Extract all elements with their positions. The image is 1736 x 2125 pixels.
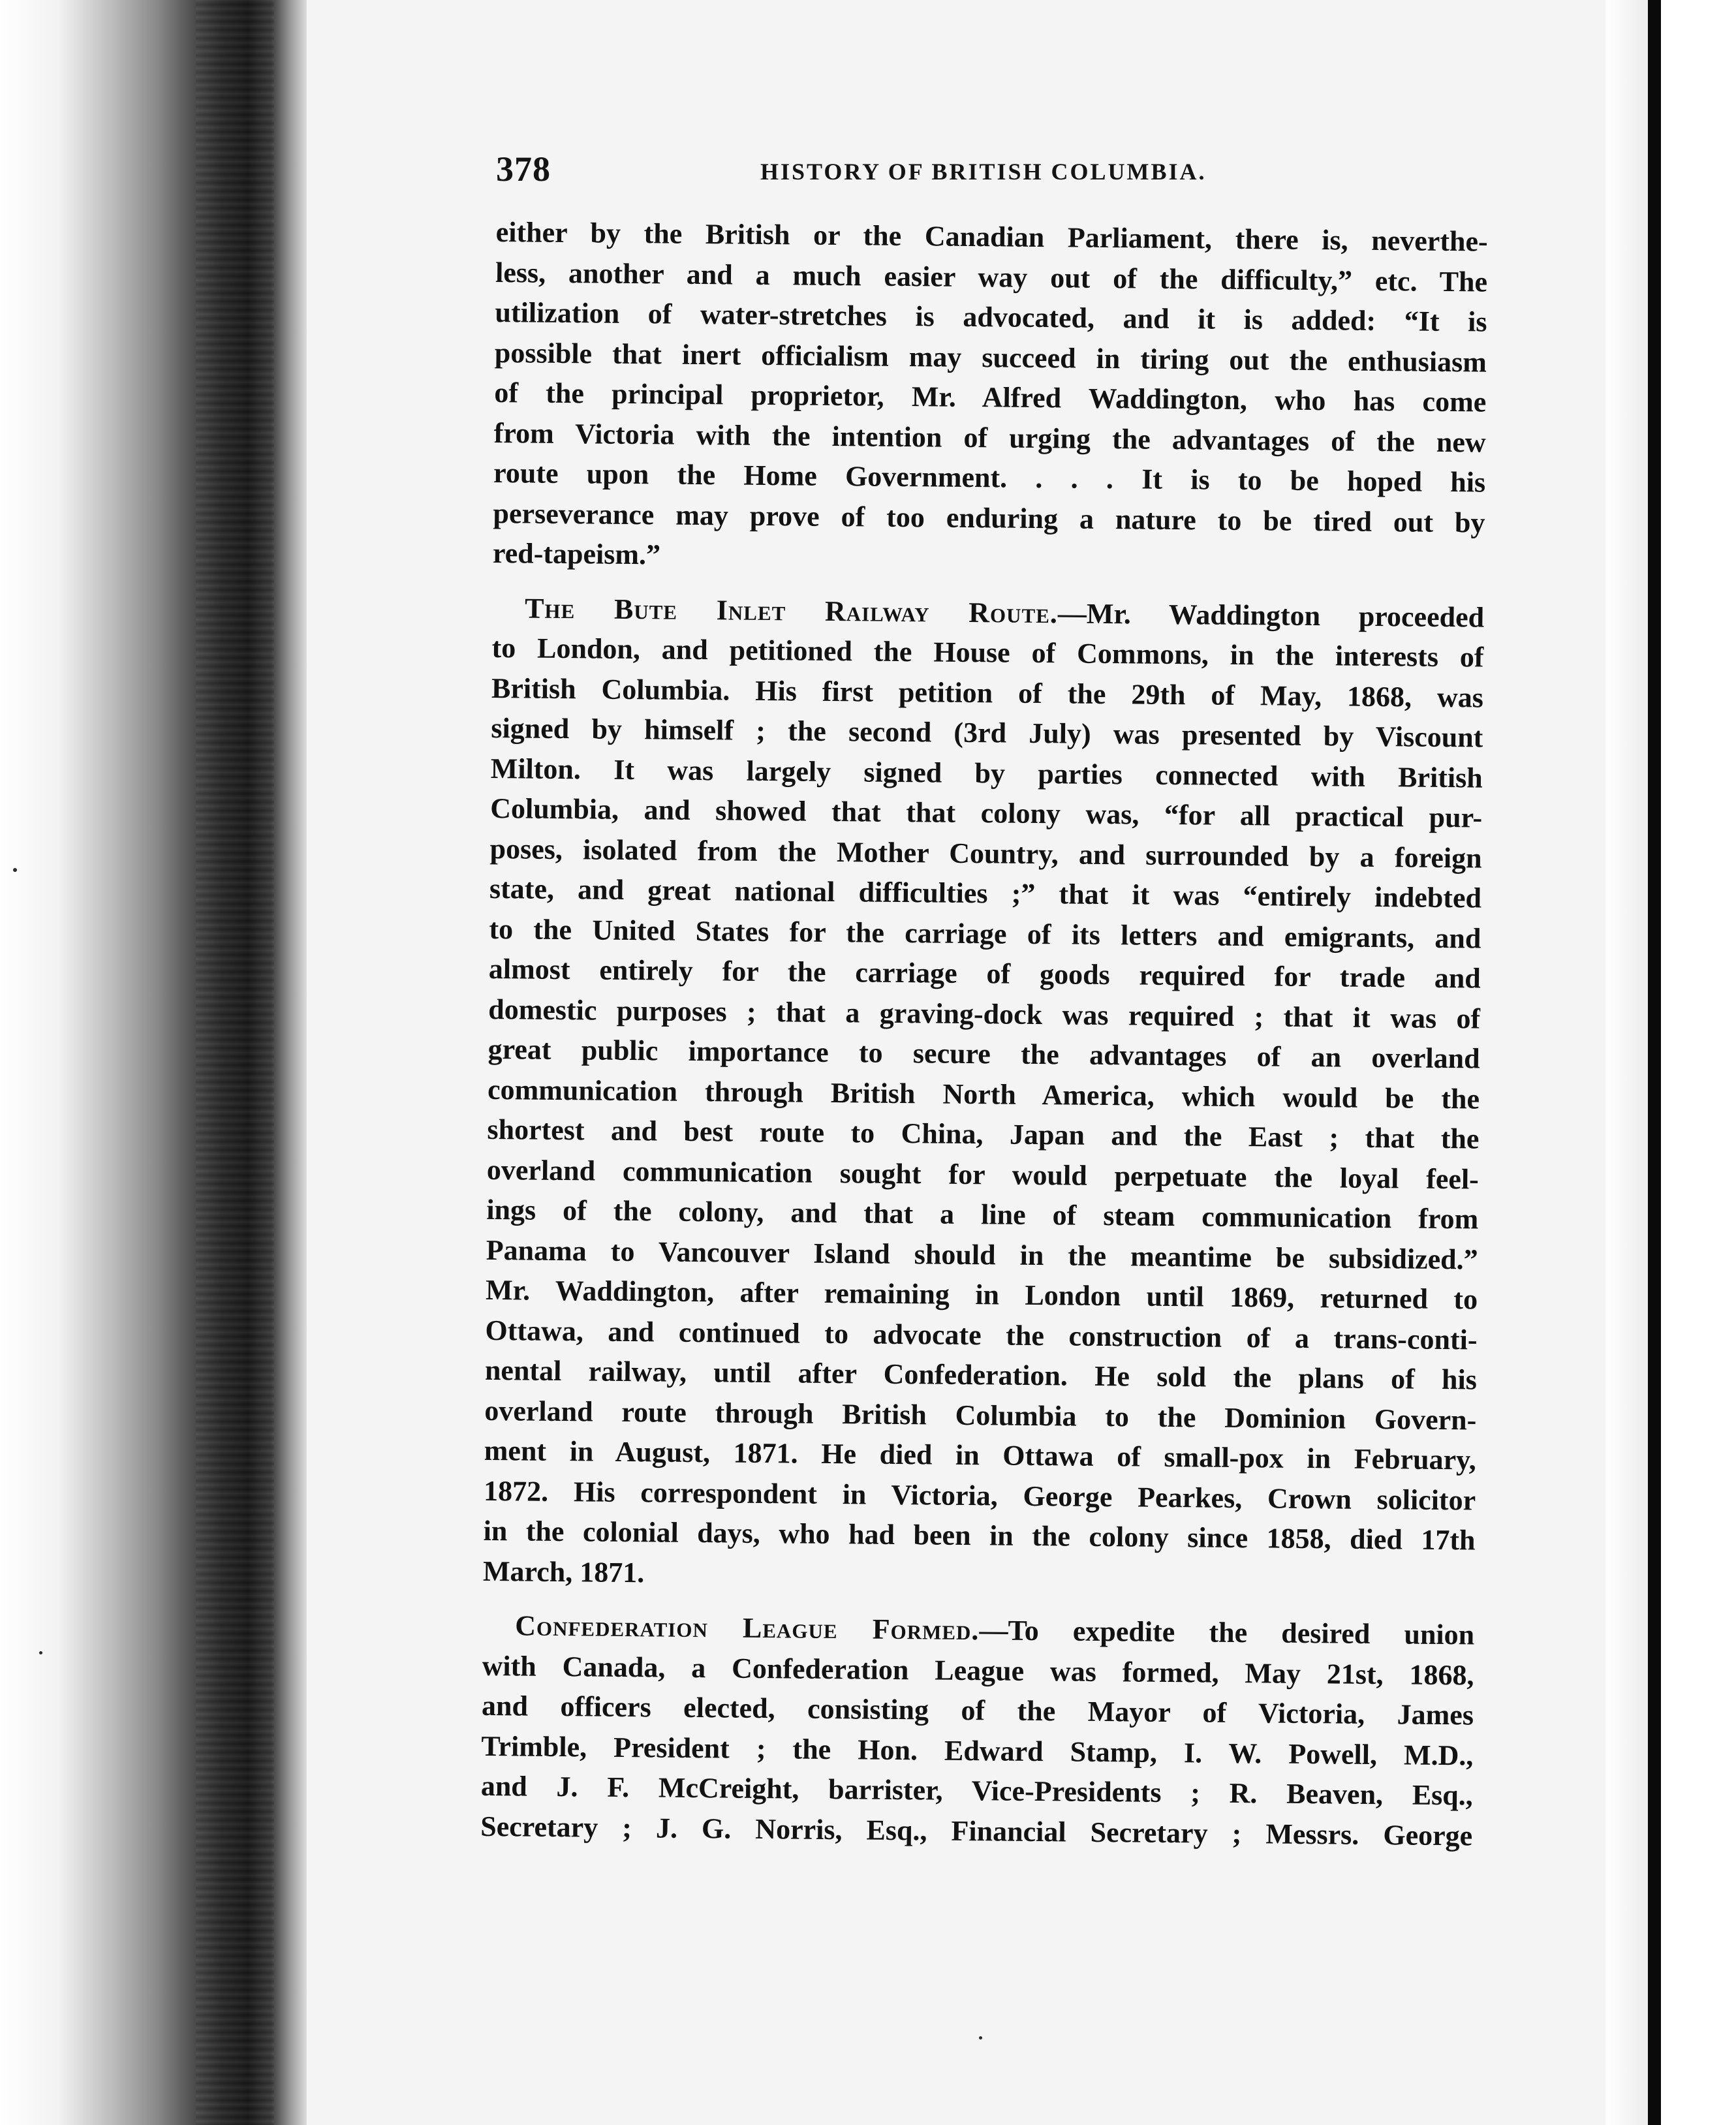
text-line: state, and great national difficulties ;” that it was “entirely indebted <box>489 872 1482 914</box>
text-line: Mr. Waddington, after remaining in London until 1869, returned to <box>485 1273 1478 1316</box>
text-line: ings of the colony, and that a line of steam communication from <box>486 1193 1479 1235</box>
text-line: Ottawa, and continued to advocate the construction of a trans-conti- <box>485 1314 1478 1356</box>
text-line: possible that inert officialism may succeed in tiring out the enthusiasm <box>494 336 1487 379</box>
scan-speck <box>39 1651 42 1654</box>
text-line: perseverance may prove of too enduring a nature to be tired out by <box>493 497 1485 539</box>
text-line: utilization of water-stretches is advocated, and it is added: “It is <box>495 296 1487 338</box>
text-line: poses, isolated from the Mother Country, and surrounded by a foreign <box>489 832 1482 875</box>
text-line: from Victoria with the intention of urging the advantages of the new <box>493 416 1486 459</box>
text-line: to the United States for the carriage of its letters and emigrants, and <box>489 912 1481 955</box>
text-run: —Mr. Waddington proceeded <box>1057 597 1485 634</box>
text-run: —To expedite the desired union <box>979 1614 1475 1651</box>
text-line: Secretary ; J. G. Norris, Esq., Financial Secretary ; Messrs. George <box>480 1810 1473 1852</box>
running-title: HISTORY OF BRITISH COLUMBIA. <box>760 159 1207 185</box>
section-heading-bute-inlet: The Bute Inlet Railway Route. <box>524 591 1059 629</box>
text-line: Trimble, President ; the Hon. Edward Stamp, I. W. Powell, M.D., <box>481 1729 1474 1771</box>
text-line: Milton. It was largely signed by parties connected with British <box>490 752 1483 794</box>
text-line: British Columbia. His first petition of the 29th of May, 1868, was <box>491 672 1484 714</box>
text-line: and J. F. McCreight, barrister, Vice-Presidents ; R. Beaven, Esq., <box>480 1769 1474 1812</box>
text-line: route upon the Home Government. . . . It is to be hoped his <box>493 456 1486 499</box>
text-line: signed by himself ; the second (3rd July) was presented by Viscount <box>491 711 1483 754</box>
page-edge-shadow <box>1605 0 1648 2125</box>
text-line: less, another and a much easier way out of the difficulty,” etc. The <box>495 256 1488 298</box>
running-header <box>496 149 1247 201</box>
section-heading-confederation-league: Confederation League Formed. <box>514 1609 980 1647</box>
scan-speck <box>979 2036 982 2040</box>
text-line: ment in August, 1871. He died in Ottawa of small-pox in February, <box>484 1434 1476 1476</box>
binding-texture <box>196 0 274 2125</box>
text-line: overland communication sought for would perpetuate the loyal feel- <box>486 1153 1480 1196</box>
right-page-edge <box>1648 0 1661 2125</box>
text-line: almost entirely for the carriage of goods required for trade and <box>488 952 1481 995</box>
text-line: red-tapeism.” <box>492 536 661 571</box>
text-line: to London, and petitioned the House of Commons, in the interests of <box>491 631 1484 674</box>
text-line: communication through British North America, which would be the <box>487 1073 1480 1115</box>
text-line: March, 1871. <box>482 1555 645 1589</box>
text-line: with Canada, a Confederation League was formed, May 21st, 1868, <box>482 1649 1474 1691</box>
text-line: Panama to Vancouver Island should in the meantime be subsidized.” <box>486 1233 1478 1276</box>
text-line: in the colonial days, who had been in the colony since 1858, died 17th <box>483 1514 1476 1557</box>
body-text <box>480 212 1488 1855</box>
scan-speck <box>13 868 17 872</box>
text-line: and officers elected, consisting of the Mayor of Victoria, James <box>481 1689 1474 1731</box>
text-line: great public importance to secure the advantages of an overland <box>488 1032 1480 1075</box>
text-line: overland route through British Columbia to the Dominion Govern- <box>484 1394 1477 1436</box>
text-line: Columbia, and showed that that colony was, “for all practical pur- <box>489 792 1483 834</box>
text-line: shortest and best route to China, Japan and the East ; that the <box>487 1113 1480 1155</box>
page-number: 378 <box>496 149 551 189</box>
text-line: nental railway, until after Confederation. He sold the plans of his <box>484 1354 1478 1396</box>
text-line: either by the British or the Canadian Parliament, there is, neverthe- <box>495 215 1488 258</box>
text-line: of the principal proprietor, Mr. Alfred Waddington, who has come <box>494 376 1487 418</box>
text-line: 1872. His correspondent in Victoria, George Pearkes, Crown solicitor <box>483 1474 1476 1516</box>
text-line: domestic purposes ; that a graving-dock was required ; that it was of <box>488 993 1481 1035</box>
